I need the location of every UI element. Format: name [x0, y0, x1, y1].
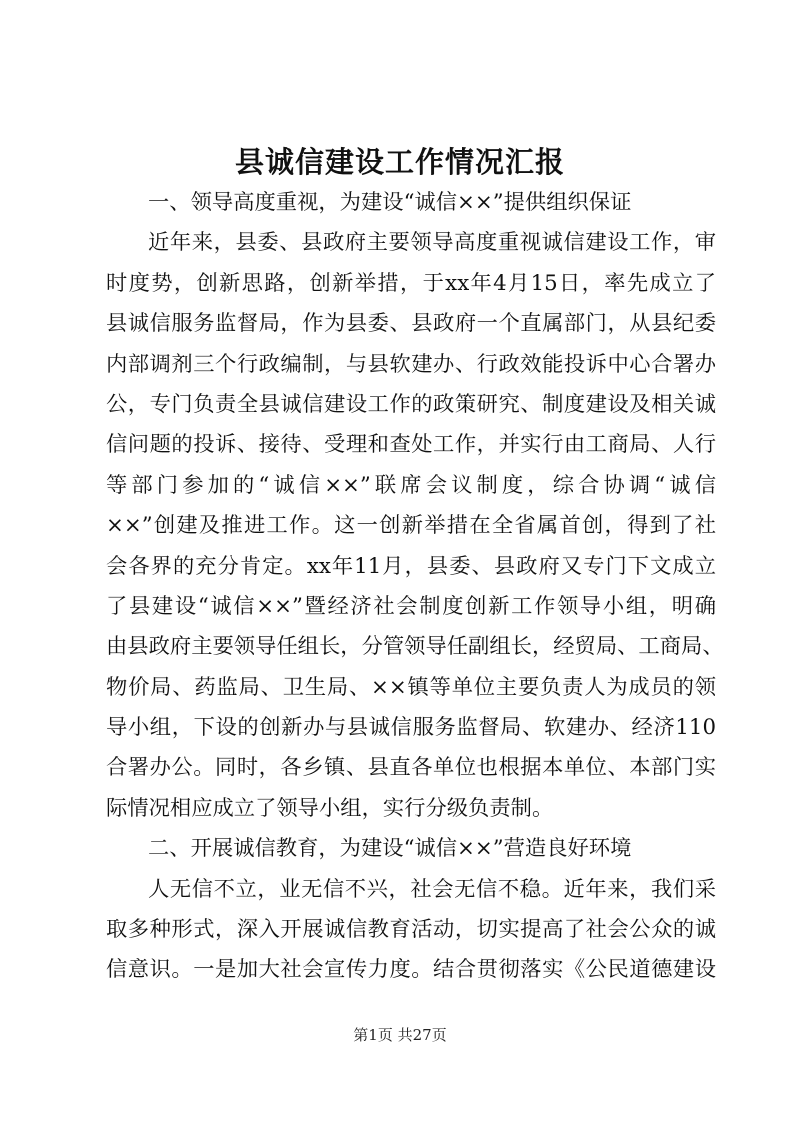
- paragraph-line: 内部调剂三个行政编制，与县软建办、行政效能投诉中心合署办: [106, 351, 716, 377]
- paragraph-line: 信问题的投诉、接待、受理和查处工作，并实行由工商局、人行: [106, 432, 716, 458]
- document-title: 县诚信建设工作情况汇报: [234, 145, 565, 179]
- paragraph-line: 公，专门负责全县诚信建设工作的政策研究、制度建设及相关诚: [106, 391, 716, 417]
- page-number: 第1页 共27页: [353, 1026, 447, 1044]
- paragraph-line: ××”创建及推进工作。这一创新举措在全省属首创，得到了社: [106, 513, 716, 539]
- paragraph-line: 取多种形式，深入开展诚信教育活动，切实提高了社会公众的诚: [106, 917, 716, 943]
- paragraph-line: 等部门参加的“诚信××”联席会议制度，综合协调“诚信: [106, 472, 716, 498]
- paragraph-line: 合署办公。同时，各乡镇、县直各单位也根据本单位、本部门实: [106, 755, 716, 781]
- paragraph-line: 了县建设“诚信××”暨经济社会制度创新工作领导小组，明确: [106, 593, 716, 619]
- section-heading: 二、开展诚信教育，为建设“诚信××”营造良好环境: [148, 836, 632, 862]
- paragraph-line: 近年来，县委、县政府主要领导高度重视诚信建设工作，审: [148, 230, 716, 256]
- paragraph-line: 县诚信服务监督局，作为县委、县政府一个直属部门，从县纪委: [106, 311, 716, 337]
- paragraph-line: 会各界的充分肯定。xx年11月，县委、县政府又专门下文成立: [106, 553, 716, 579]
- section-heading: 一、领导高度重视，为建设“诚信××”提供组织保证: [148, 190, 632, 215]
- paragraph-line: 时度势，创新思路，创新举措，于xx年4月15日，率先成立了: [106, 270, 716, 296]
- paragraph-line: 人无信不立，业无信不兴，社会无信不稳。近年来，我们采: [148, 876, 716, 902]
- paragraph-line: 由县政府主要领导任组长，分管领导任副组长，经贸局、工商局、: [106, 634, 724, 660]
- paragraph-line: 信意识。一是加大社会宣传力度。结合贯彻落实《公民道德建设: [106, 957, 716, 983]
- paragraph-line: 物价局、药监局、卫生局、××镇等单位主要负责人为成员的领: [106, 674, 716, 700]
- paragraph-line: 际情况相应成立了领导小组，实行分级负责制。: [106, 795, 554, 821]
- document-body: [106, 183, 724, 991]
- paragraph-line: 导小组，下设的创新办与县诚信服务监督局、软建办、经济110: [106, 715, 716, 741]
